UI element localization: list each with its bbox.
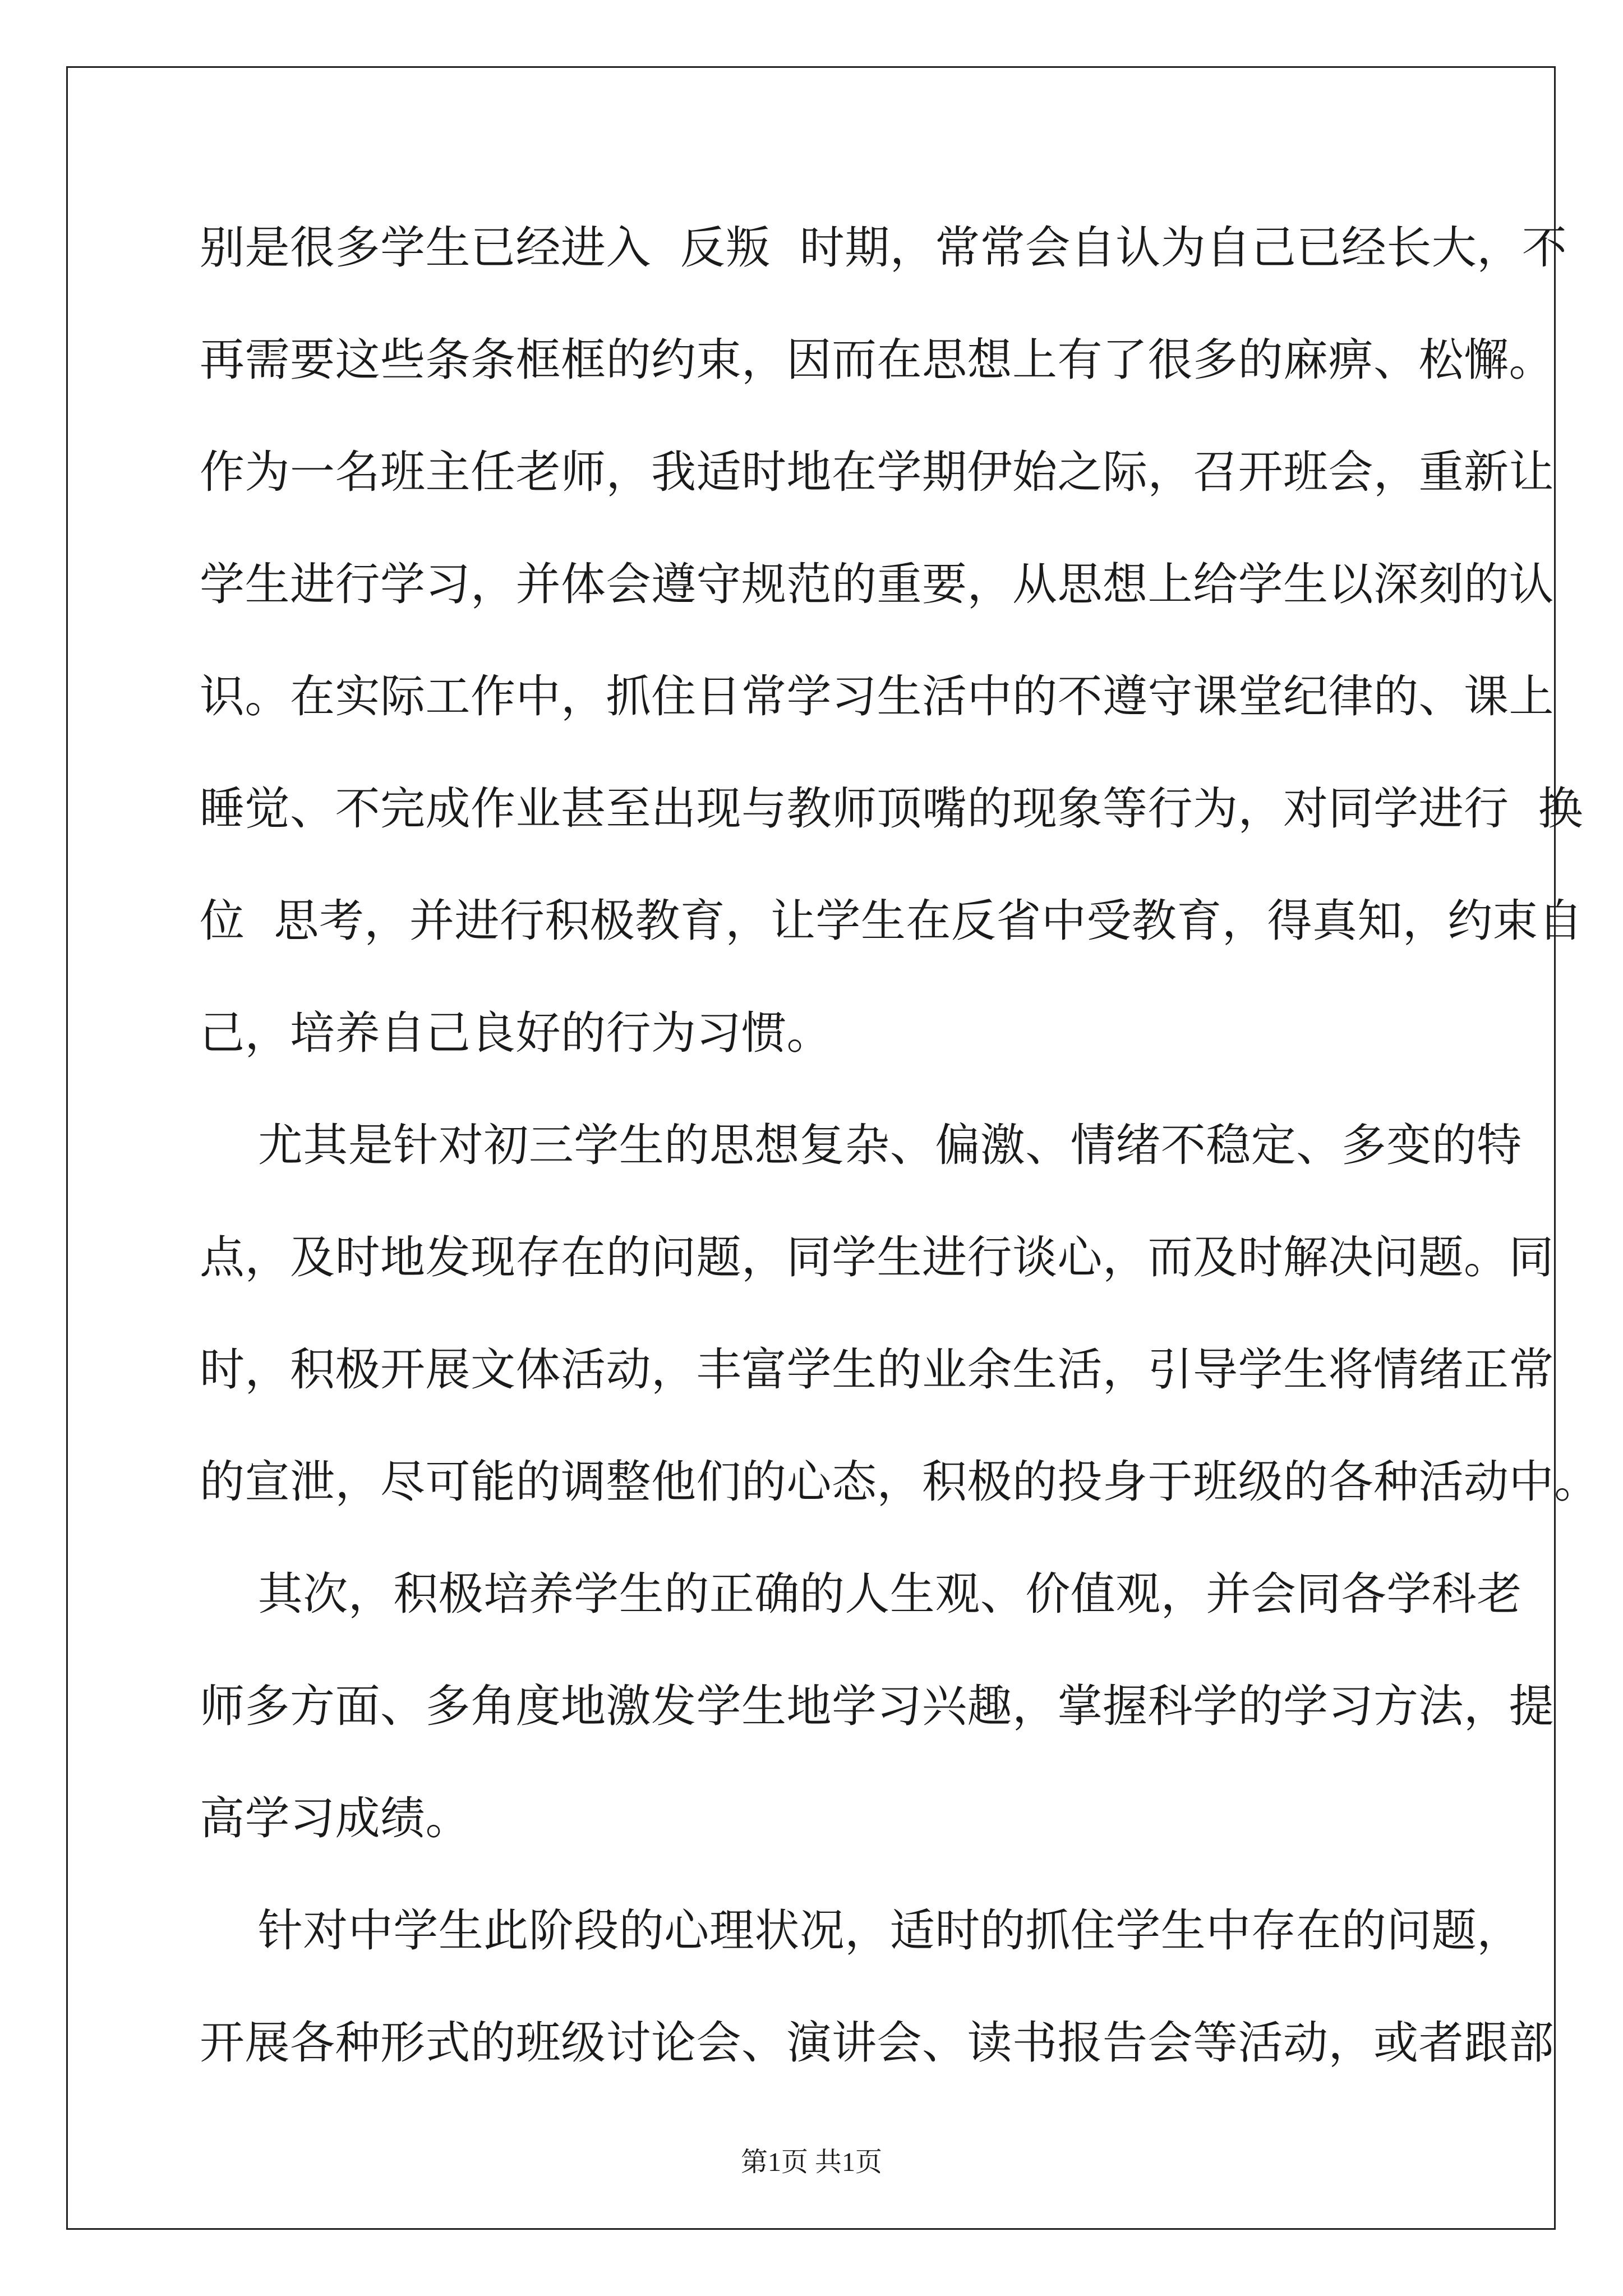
text-line: 睡觉、不完成作业甚至出现与教师顶嘴的现象等行为，对同学进行 换	[200, 783, 1583, 835]
text-line: 师多方面、多角度地激发学生地学习兴趣，掌握科学的学习方法，提	[200, 1680, 1554, 1732]
text-line: 针对中学生此阶段的心理状况，适时的抓住学生中存在的问题，	[200, 1904, 1522, 1957]
text-line: 高学习成绩。	[200, 1792, 471, 1844]
text-line: 开展各种形式的班级讨论会、演讲会、读书报告会等活动，或者跟部	[200, 2017, 1554, 2069]
document-body	[200, 209, 1599, 2116]
text-line: 别是很多学生已经进入 反叛 时期，常常会自认为自己已经长大，不	[200, 222, 1567, 274]
page-number-footer: 第1页 共1页	[740, 2147, 882, 2177]
text-line: 作为一名班主任老师，我适时地在学期伊始之际，召开班会，重新让	[200, 446, 1554, 498]
text-line: 己，培养自己良好的行为习惯。	[200, 1007, 832, 1059]
text-line: 识。在实际工作中，抓住日常学习生活中的不遵守课堂纪律的、课上	[200, 670, 1554, 723]
text-line: 其次，积极培养学生的正确的人生观、价值观，并会同各学科老	[200, 1568, 1522, 1620]
text-line: 再需要这些条条框框的约束，因而在思想上有了很多的麻痹、松懈。	[200, 334, 1554, 386]
text-line: 时，积极开展文体活动，丰富学生的业余生活，引导学生将情绪正常	[200, 1343, 1554, 1396]
text-line: 的宣泄，尽可能的调整他们的心态，积极的投身于班级的各种活动中。	[200, 1456, 1599, 1508]
text-line: 学生进行学习，并体会遵守规范的重要，从思想上给学生以深刻的认	[200, 558, 1554, 610]
text-line: 点，及时地发现存在的问题，同学生进行谈心，而及时解决问题。同	[200, 1231, 1554, 1283]
text-line: 位 思考，并进行积极教育，让学生在反省中受教育，得真知，约束自	[200, 895, 1583, 947]
text-line: 尤其是针对初三学生的思想复杂、偏激、情绪不稳定、多变的特	[200, 1119, 1522, 1171]
